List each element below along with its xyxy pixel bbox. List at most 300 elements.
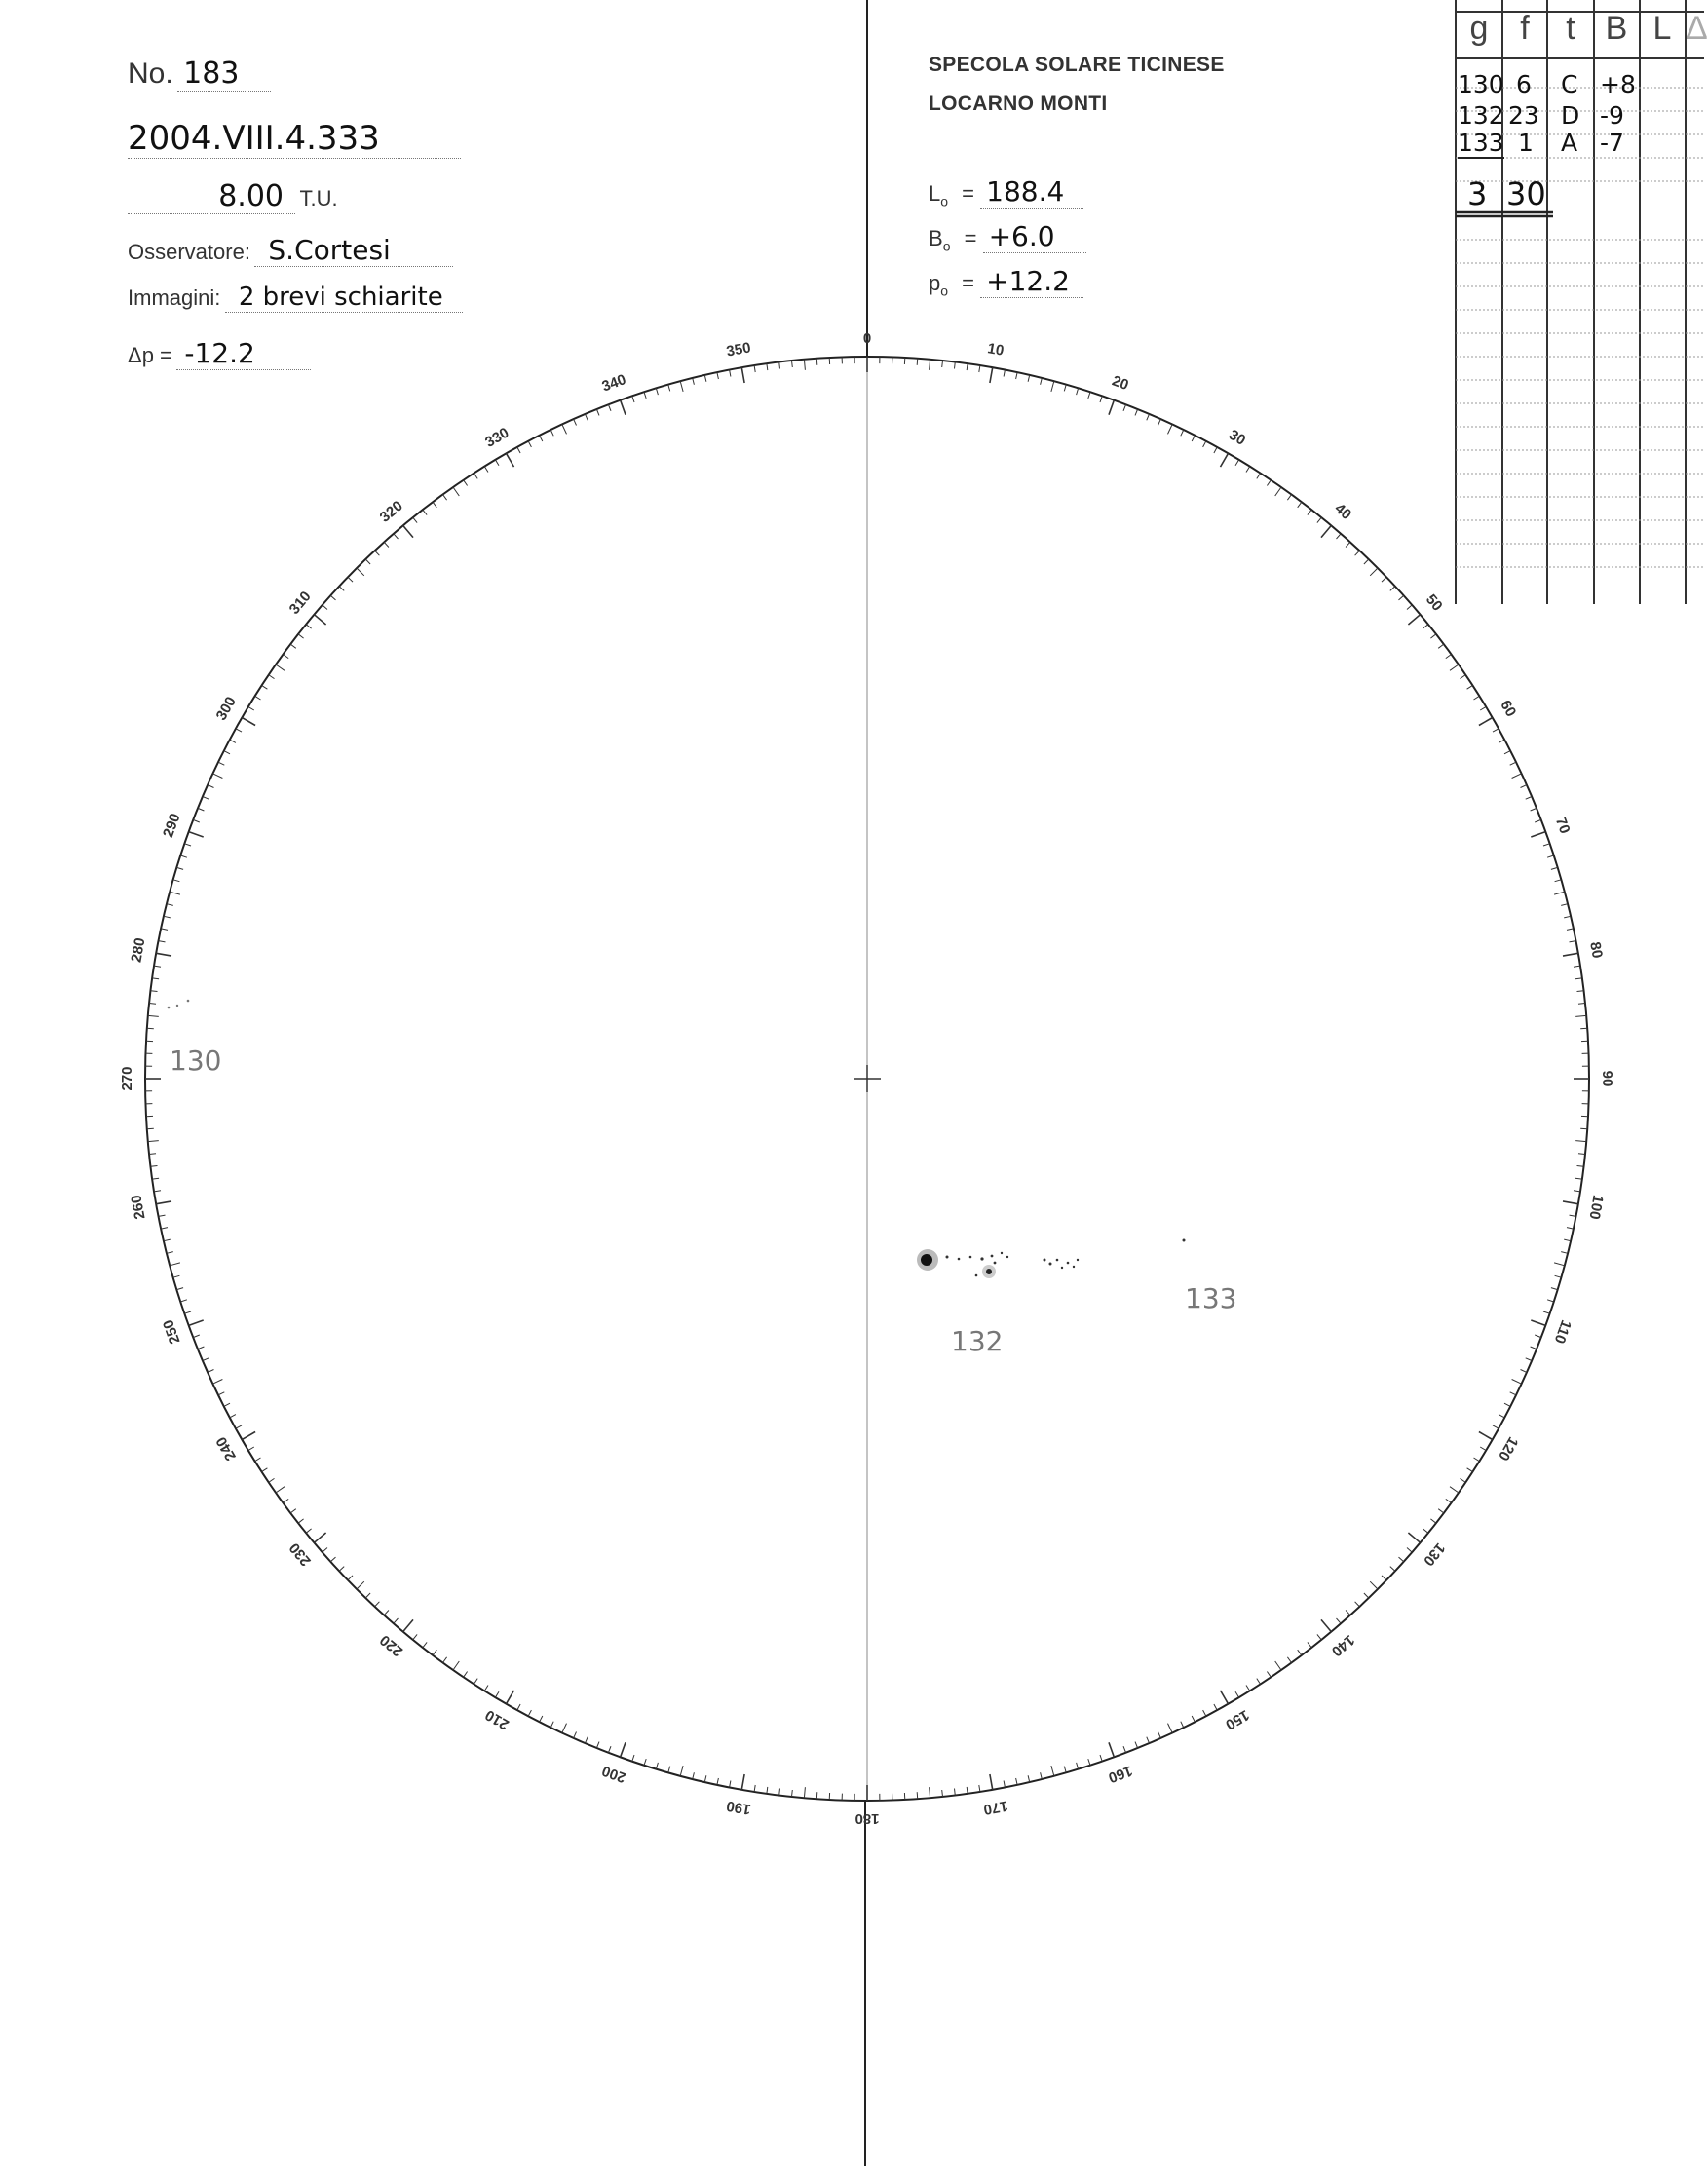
limb-tick-label: 320 — [376, 497, 406, 526]
limb-tick — [1168, 1724, 1173, 1733]
limb-tick — [176, 1288, 183, 1290]
limb-tick — [474, 474, 477, 479]
limb-tick — [1521, 785, 1527, 788]
limb-tick — [208, 1370, 213, 1373]
limb-tick — [1561, 904, 1568, 906]
limb-tick — [1221, 1691, 1229, 1704]
limb-tick — [680, 1766, 683, 1776]
limb-tick — [1064, 385, 1066, 392]
limb-tick — [306, 625, 312, 628]
limb-tick — [1147, 414, 1150, 420]
images-value: 2 brevi schiarite — [225, 283, 463, 313]
P0-value: +12.2 — [980, 265, 1083, 298]
limb-tick — [1446, 1499, 1452, 1502]
table-row-2-f: 23 — [1508, 101, 1539, 130]
limb-tick — [453, 1661, 459, 1670]
limb-tick — [1287, 495, 1291, 501]
limb-tick — [1531, 1347, 1537, 1349]
limb-tick — [1275, 1661, 1281, 1670]
limb-tick — [276, 665, 285, 670]
limb-tick — [1064, 1767, 1066, 1773]
limb-tick-label: 160 — [1106, 1762, 1135, 1786]
limb-tick — [680, 381, 683, 392]
limb-tick — [154, 1191, 161, 1192]
limb-tick — [1575, 1178, 1582, 1179]
limb-tick — [1423, 625, 1428, 628]
limb-tick — [517, 447, 520, 453]
limb-tick — [1467, 1468, 1473, 1472]
limb-tick — [230, 740, 236, 742]
limb-tick — [1567, 929, 1574, 931]
limb-tick — [1461, 1478, 1466, 1482]
limb-tick — [1423, 1529, 1428, 1533]
limb-tick — [1430, 1519, 1436, 1523]
limb-tick — [1192, 436, 1195, 441]
limb-tick-label: 10 — [986, 340, 1006, 360]
limb-tick — [323, 605, 327, 610]
observation-time-value: 8.00 — [128, 179, 295, 214]
limb-tick — [474, 1679, 477, 1685]
limb-tick — [1077, 1763, 1079, 1769]
limb-tick — [779, 1789, 780, 1796]
limb-tick — [1467, 685, 1473, 689]
limb-tick — [1123, 404, 1126, 411]
limb-tick — [917, 1792, 918, 1799]
limb-tick — [495, 1691, 499, 1697]
limb-tick — [1267, 1672, 1271, 1678]
limb-tick — [1390, 1567, 1395, 1572]
limb-tick — [1100, 396, 1102, 402]
limb-tick — [1346, 1611, 1350, 1615]
limb-tick — [147, 1128, 154, 1129]
limb-tick — [804, 1787, 805, 1798]
limb-tick — [173, 1275, 180, 1277]
limb-tick — [1446, 655, 1452, 659]
limb-tick — [423, 1642, 427, 1648]
limb-tick — [1346, 542, 1350, 547]
table-row-3-B: -7 — [1600, 129, 1624, 157]
limb-tick — [148, 1141, 159, 1142]
limb-tick — [255, 696, 261, 700]
table-row-3-f: 1 — [1518, 129, 1534, 157]
limb-tick — [656, 1763, 658, 1769]
limb-tick-label: 40 — [1331, 500, 1355, 524]
col-header-g: g — [1469, 10, 1489, 47]
limb-tick — [1004, 1781, 1005, 1788]
table-total-spots: 30 — [1506, 175, 1546, 212]
limb-tick — [1168, 424, 1173, 434]
limb-tick — [203, 1358, 209, 1361]
limb-tick — [1493, 729, 1499, 732]
limb-tick — [180, 855, 187, 857]
limb-tick-label: 270 — [118, 1066, 135, 1091]
limb-tick — [1181, 430, 1184, 436]
limb-tick — [792, 361, 793, 367]
limb-tick-label: 150 — [1222, 1706, 1252, 1733]
limb-tick — [574, 1732, 577, 1738]
limb-tick — [1554, 892, 1565, 894]
limb-tick — [1526, 797, 1532, 800]
limb-tick — [1016, 1778, 1018, 1785]
limb-tick — [1246, 1686, 1250, 1691]
L0-value: 188.4 — [980, 175, 1083, 209]
limb-tick — [1450, 665, 1459, 670]
limb-tick — [1355, 551, 1360, 555]
limb-tick — [1088, 392, 1090, 399]
limb-tick — [979, 365, 980, 372]
limb-tick — [550, 430, 553, 436]
ephemeris-B0: $B_o = +6.0$ — [929, 220, 1086, 253]
limb-tick — [596, 409, 599, 415]
limb-tick — [1504, 751, 1510, 754]
limb-tick — [1555, 1275, 1562, 1277]
limb-tick-label: 120 — [1495, 1433, 1522, 1463]
limb-tick — [1203, 441, 1206, 447]
limb-tick — [1493, 1425, 1499, 1428]
limb-tick — [644, 1759, 646, 1766]
limb-tick — [621, 400, 626, 415]
institution-name: SPECOLA SOLARE TICINESE — [929, 54, 1225, 76]
limb-tick — [159, 941, 166, 942]
col-header-t: t — [1566, 10, 1575, 47]
limb-tick — [1408, 1533, 1420, 1542]
limb-tick — [1109, 1742, 1114, 1757]
limb-tick-label: 340 — [599, 371, 628, 396]
limb-tick — [443, 1657, 447, 1663]
limb-tick — [656, 388, 658, 395]
limb-tick — [433, 502, 436, 508]
limb-tick — [1474, 696, 1480, 700]
limb-tick — [1564, 1239, 1571, 1241]
limb-tick — [384, 1611, 389, 1615]
limb-tick — [1028, 375, 1030, 382]
limb-tick — [955, 1789, 956, 1796]
limb-tick — [1551, 867, 1558, 869]
limb-tick — [198, 808, 204, 811]
limb-tick — [1438, 1509, 1444, 1513]
limb-tick — [1479, 718, 1493, 726]
delta-p-value: -12.2 — [176, 337, 311, 370]
limb-tick — [562, 1724, 567, 1733]
limb-tick — [290, 644, 296, 648]
limb-tick — [621, 1742, 626, 1757]
limb-tick — [1308, 1642, 1311, 1648]
limb-tick — [262, 685, 268, 689]
limb-tick-label: 200 — [599, 1762, 628, 1786]
limb-tick — [1580, 1028, 1587, 1029]
limb-tick — [1480, 706, 1486, 710]
table-row-3-t: A — [1561, 129, 1578, 157]
sunspot-group-132-spots — [917, 1249, 1079, 1278]
limb-tick — [1382, 577, 1386, 582]
limb-tick — [1214, 1704, 1217, 1710]
limb-tick — [967, 363, 968, 370]
limb-tick — [1479, 1432, 1493, 1440]
limb-tick — [173, 880, 180, 882]
limb-tick — [203, 797, 209, 800]
ephemeris-L0: $L_o = 188.4$ — [929, 175, 1083, 209]
limb-tick — [507, 1691, 514, 1704]
limb-tick — [1181, 1722, 1184, 1728]
limb-tick — [375, 1602, 380, 1607]
limb-tick — [1577, 991, 1584, 992]
limb-tick — [1004, 370, 1005, 377]
limb-tick — [574, 419, 577, 425]
limb-tick — [1041, 378, 1043, 385]
limb-tick — [151, 991, 158, 992]
limb-tick-label: 350 — [725, 339, 752, 361]
sunspot-group-label-130: 130 — [170, 1045, 222, 1077]
limb-tick — [180, 1300, 187, 1302]
col-header-delta: Δ — [1686, 10, 1708, 47]
limb-tick — [156, 1201, 171, 1204]
observer-value: S.Cortesi — [254, 234, 453, 267]
limb-tick — [1275, 487, 1281, 496]
limb-tick — [804, 360, 805, 370]
limb-tick — [1564, 916, 1571, 918]
limb-tick — [1257, 1679, 1261, 1685]
limb-tick — [184, 844, 191, 846]
limb-tick — [218, 762, 224, 765]
limb-tick — [161, 929, 168, 931]
limb-tick — [365, 1593, 370, 1598]
limb-tick — [644, 392, 646, 399]
limb-tick — [942, 361, 943, 367]
limb-tick — [262, 1468, 268, 1472]
limb-tick — [167, 904, 173, 906]
limb-tick — [1203, 1710, 1206, 1716]
table-row-1-t: C — [1561, 70, 1578, 98]
limb-tick — [917, 359, 918, 365]
limb-tick — [608, 1746, 611, 1753]
limb-tick — [193, 819, 200, 822]
B0-value: +6.0 — [983, 220, 1086, 253]
limb-tick — [1214, 447, 1217, 453]
limb-tick — [693, 378, 695, 385]
limb-tick — [1504, 1403, 1510, 1406]
limb-tick — [1192, 1716, 1195, 1722]
limb-tick — [161, 1228, 168, 1230]
limb-tick-label: 90 — [1599, 1070, 1616, 1087]
limb-tick — [212, 774, 222, 779]
limb-tick — [453, 487, 459, 496]
limb-tick — [1531, 1320, 1545, 1325]
limb-tick-label: 220 — [376, 1631, 406, 1660]
limb-tick — [1147, 1737, 1150, 1743]
limb-tick — [1135, 1742, 1138, 1748]
limb-tick — [1563, 953, 1578, 956]
limb-tick — [596, 1742, 599, 1748]
limb-tick — [1438, 644, 1444, 648]
limb-tick — [330, 595, 335, 600]
limb-tick — [1578, 1154, 1585, 1155]
limb-tick-label: 180 — [854, 1810, 880, 1828]
limb-tick — [1575, 1141, 1586, 1142]
limb-tick — [540, 1716, 543, 1722]
limb-tick — [1531, 832, 1545, 837]
limb-tick — [1317, 517, 1321, 523]
delta-p-label: Δp = — [128, 343, 172, 367]
limb-tick — [979, 1785, 980, 1792]
limb-tick — [1158, 419, 1161, 425]
limb-tick — [384, 542, 389, 547]
limb-tick — [730, 370, 731, 377]
table-row-2-B: -9 — [1600, 101, 1624, 130]
limb-tick-label: 0 — [862, 329, 872, 347]
limb-tick — [1526, 1358, 1532, 1361]
limb-tick — [357, 568, 364, 576]
limb-tick — [1382, 1576, 1386, 1580]
limb-tick-label: 210 — [482, 1706, 512, 1733]
limb-tick — [507, 453, 514, 467]
limb-tick — [164, 916, 171, 918]
limb-tick — [236, 729, 242, 732]
limb-tick — [152, 1178, 159, 1179]
limb-tick — [1480, 1447, 1486, 1451]
limb-tick — [394, 1618, 399, 1623]
limb-tick — [298, 634, 304, 638]
limb-tick — [1235, 1691, 1239, 1697]
limb-tick — [1235, 460, 1239, 466]
limb-tick-label: 80 — [1586, 940, 1606, 960]
limb-tick — [224, 1403, 230, 1406]
limb-tick — [330, 1557, 335, 1562]
limb-tick-label: 240 — [212, 1433, 240, 1463]
limb-tick — [1580, 1128, 1587, 1129]
limb-tick — [1298, 502, 1302, 508]
limb-tick-label: 100 — [1585, 1194, 1607, 1221]
limb-tick — [433, 1650, 436, 1655]
limb-tick — [1390, 587, 1395, 591]
ephemeris-P0: $p_o = +12.2$ — [929, 265, 1083, 298]
limb-tick — [1535, 1335, 1541, 1338]
limb-tick — [375, 551, 380, 555]
limb-tick — [149, 1154, 156, 1155]
limb-tick — [193, 1335, 200, 1338]
limb-tick — [1321, 525, 1331, 537]
limb-tick — [306, 1529, 312, 1533]
limb-tick — [495, 460, 499, 466]
sunspot-group-label-133: 133 — [1185, 1282, 1237, 1314]
limb-tick — [1575, 978, 1582, 979]
limb-tick-label: 70 — [1551, 815, 1574, 836]
limb-tick — [704, 1775, 706, 1782]
limb-tick — [413, 1634, 417, 1640]
limb-tick — [955, 362, 956, 369]
limb-tick — [184, 1311, 191, 1313]
limb-tick — [365, 559, 370, 564]
limb-tick — [1100, 1755, 1102, 1762]
limb-tick-label: 130 — [1420, 1539, 1449, 1570]
limb-tick — [517, 1704, 520, 1710]
limb-tick — [608, 404, 611, 411]
limb-tick — [1531, 808, 1537, 811]
limb-tick — [1574, 966, 1580, 967]
limb-tick — [767, 1787, 768, 1794]
limb-tick — [586, 1737, 588, 1743]
limb-tick — [1051, 381, 1054, 392]
limb-tick — [1561, 1252, 1568, 1254]
limb-tick — [403, 1619, 413, 1631]
limb-tick — [170, 1263, 180, 1266]
limb-tick — [1399, 1557, 1404, 1562]
limb-tick-label: 280 — [128, 936, 149, 964]
limb-tick — [704, 375, 706, 382]
limb-tick — [1370, 568, 1378, 576]
limb-tick — [484, 1686, 488, 1691]
limb-tick — [1430, 634, 1436, 638]
limb-tick — [1474, 1458, 1480, 1462]
limb-tick — [1355, 1602, 1360, 1607]
limb-tick — [167, 1252, 173, 1254]
limb-tick — [1574, 1191, 1580, 1192]
limb-tick — [1521, 1370, 1527, 1373]
limb-tick-label: 190 — [725, 1797, 752, 1818]
limb-tick — [224, 751, 230, 754]
limb-tick — [269, 675, 275, 679]
limb-tick — [1547, 855, 1554, 857]
limb-tick — [942, 1790, 943, 1797]
limb-tick — [290, 1509, 296, 1513]
limb-tick — [668, 385, 670, 392]
limb-tick-label: 30 — [1226, 426, 1249, 449]
limb-tick — [236, 1425, 242, 1428]
images-label: Immagini: — [128, 285, 221, 310]
limb-tick — [154, 966, 161, 967]
limb-tick — [156, 953, 171, 956]
observation-date-value: 2004.VIII.4.333 — [128, 119, 461, 159]
limb-tick-label: 60 — [1497, 697, 1520, 720]
limb-tick — [816, 1792, 817, 1799]
record-number-value: 183 — [177, 57, 271, 92]
limb-tick — [1499, 1415, 1504, 1418]
limb-tick — [255, 1458, 261, 1462]
limb-tick — [1158, 1732, 1161, 1738]
limb-tick — [1450, 1487, 1459, 1493]
limb-tick — [1535, 819, 1541, 822]
limb-tick — [189, 832, 204, 837]
limb-tick-label: 140 — [1328, 1631, 1358, 1660]
limb-tick — [164, 1239, 171, 1241]
limb-tick — [1321, 1619, 1331, 1631]
limb-tick — [1512, 1380, 1522, 1385]
limb-tick — [1364, 1593, 1369, 1598]
limb-tick — [1510, 762, 1516, 765]
limb-tick-label: 330 — [482, 424, 512, 451]
limb-tick — [1337, 1618, 1342, 1623]
limb-tick — [816, 359, 817, 365]
limb-tick — [198, 1347, 204, 1349]
limb-tick — [394, 534, 399, 539]
limb-tick — [1555, 880, 1562, 882]
record-number-label: No. — [128, 57, 173, 90]
limb-tick — [1563, 1201, 1578, 1204]
limb-tick — [730, 1781, 731, 1788]
limb-tick — [212, 1380, 222, 1385]
sunspot-group-133-spots — [1183, 1239, 1186, 1242]
col-header-L: L — [1652, 10, 1672, 47]
observer-label: Osservatore: — [128, 240, 250, 264]
limb-tick — [314, 1533, 325, 1542]
limb-tick — [1257, 474, 1261, 479]
limb-tick — [1547, 1300, 1554, 1302]
limb-tick — [1510, 1392, 1516, 1395]
table-row-1-f: 6 — [1516, 70, 1532, 98]
limb-tick — [1461, 675, 1466, 679]
limb-tick-label: 290 — [160, 811, 184, 840]
limb-tick — [1407, 1548, 1412, 1553]
limb-tick — [443, 495, 447, 501]
